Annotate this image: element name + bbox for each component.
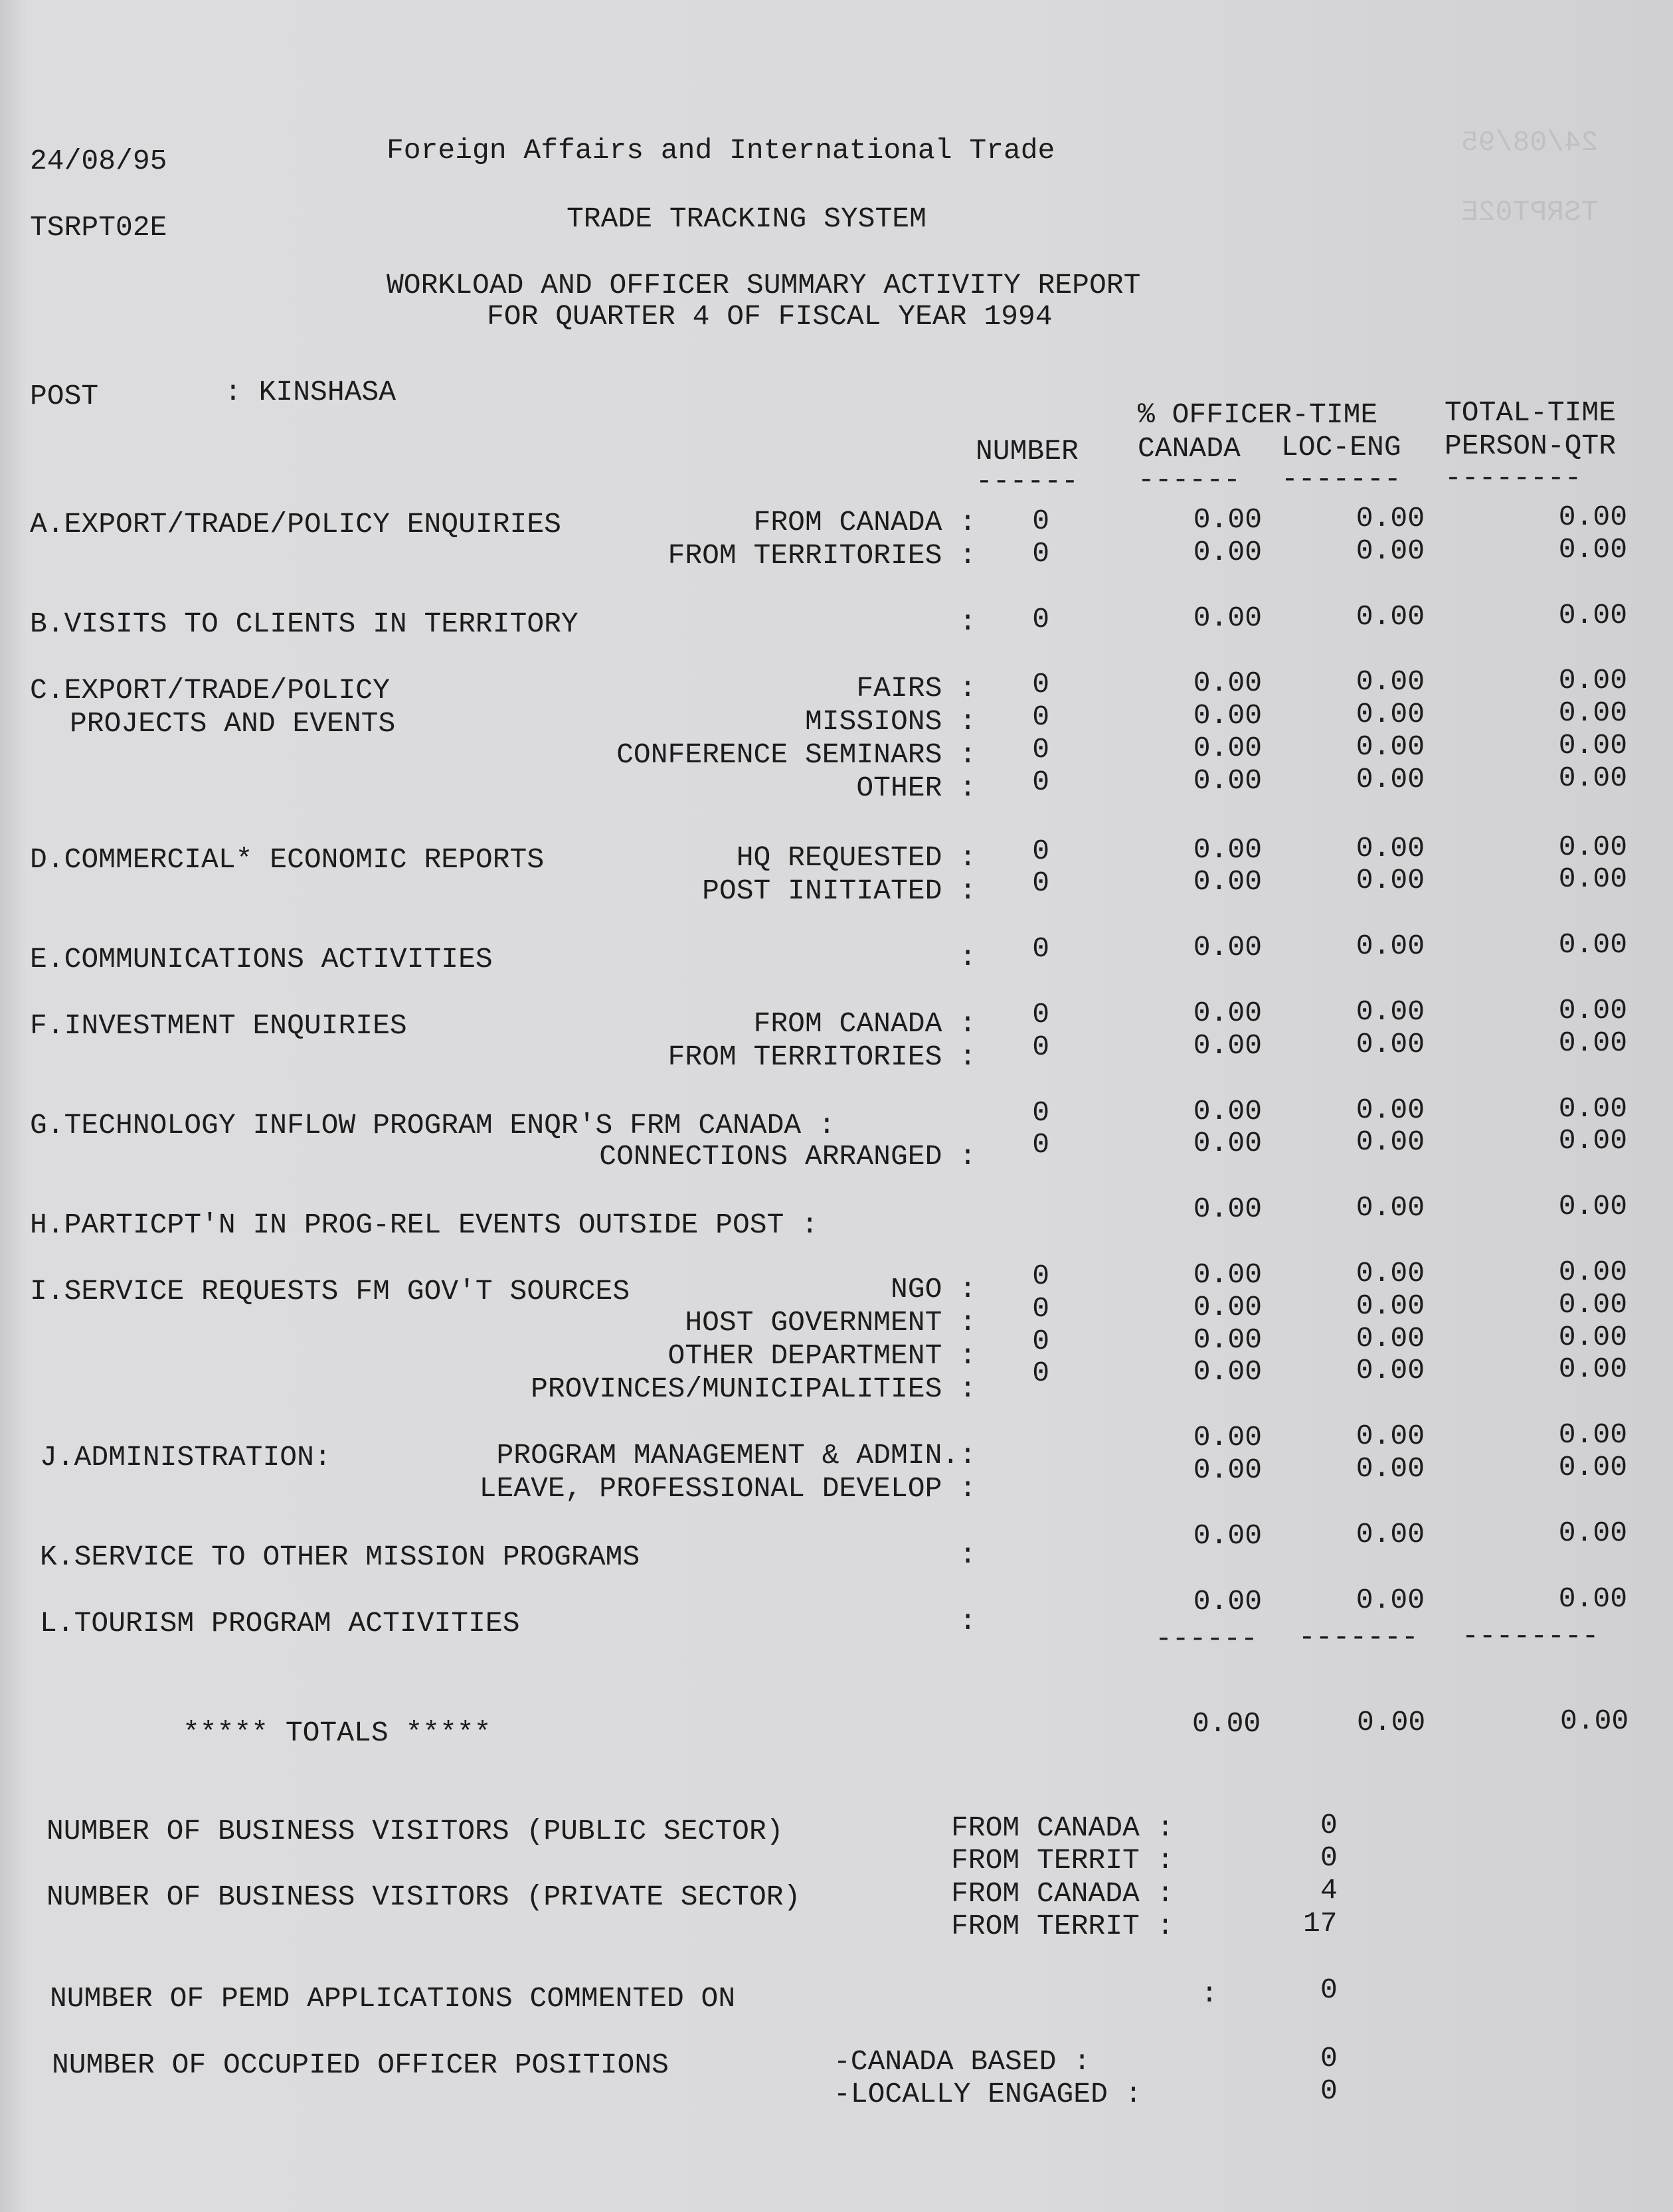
visitors-private-territ-sub: FROM TERRIT :: [951, 1910, 1174, 1942]
row-canada: 0.00: [1193, 1291, 1262, 1323]
row-loc-eng: 0.00: [1356, 1028, 1425, 1061]
visitors-public-canada-value: 0: [1320, 1809, 1338, 1841]
row-sublabel: FROM CANADA :: [753, 1007, 976, 1040]
totals-underline-total: --------: [1462, 1620, 1599, 1652]
row-canada: 0.00: [1193, 1585, 1262, 1618]
post-label: POST: [30, 380, 99, 412]
row-canada: 0.00: [1193, 1323, 1262, 1356]
row-label: I.SERVICE REQUESTS FM GOV'T SOURCES: [30, 1275, 630, 1308]
row-total: 0.00: [1558, 1092, 1627, 1125]
totals-loc-eng: 0.00: [1357, 1706, 1426, 1739]
row-number: 0: [1032, 1292, 1049, 1325]
report-date: 24/08/95: [30, 145, 167, 177]
row-canada: 0.00: [1193, 931, 1262, 964]
row-total: 0.00: [1558, 1353, 1627, 1385]
col-header-pct-officer-time: % OFFICER-TIME: [1138, 398, 1378, 431]
positions-label: NUMBER OF OCCUPIED OFFICER POSITIONS: [52, 2049, 669, 2081]
row-canada: 0.00: [1193, 1127, 1262, 1159]
report-title: WORKLOAD AND OFFICER SUMMARY ACTIVITY REPORT: [387, 269, 1141, 301]
row-total: 0.00: [1558, 1027, 1627, 1059]
row-label: D.COMMERCIAL* ECONOMIC REPORTS: [30, 843, 545, 876]
row-loc-eng: 0.00: [1356, 1452, 1425, 1485]
row-label: L.TOURISM PROGRAM ACTIVITIES: [40, 1607, 520, 1640]
row-number: 0: [1032, 1325, 1049, 1357]
report-code: TSRPT02E: [30, 211, 167, 244]
col-header-total-time: TOTAL-TIME: [1445, 396, 1617, 429]
row-number: 0: [1032, 932, 1049, 965]
visitors-private-territ-value: 17: [1303, 1907, 1338, 1940]
row-loc-eng: 0.00: [1356, 763, 1425, 796]
visitors-private-canada-value: 4: [1320, 1874, 1338, 1907]
row-label: C.EXPORT/TRADE/POLICY: [30, 674, 390, 707]
row-sublabel: POST INITIATED :: [702, 875, 976, 907]
row-total: 0.00: [1558, 1288, 1627, 1321]
row-total: 0.00: [1558, 762, 1627, 794]
row-total: 0.00: [1558, 928, 1627, 961]
row-label: K.SERVICE TO OTHER MISSION PROGRAMS: [40, 1541, 640, 1573]
row-loc-eng: 0.00: [1356, 698, 1425, 730]
row-loc-eng: 0.00: [1356, 502, 1425, 535]
row-loc-eng: 0.00: [1356, 1126, 1425, 1158]
row-sublabel: :: [959, 941, 976, 974]
row-total: 0.00: [1558, 1582, 1627, 1615]
post-value: : KINSHASA: [224, 376, 396, 408]
row-number: 0: [1032, 1260, 1049, 1292]
row-canada: 0.00: [1193, 1421, 1262, 1454]
row-number: 0: [1032, 1128, 1049, 1161]
row-number: 0: [1032, 733, 1049, 766]
visitors-private-label: NUMBER OF BUSINESS VISITORS (PRIVATE SECTOR): [46, 1881, 801, 1913]
row-sublabel: HOST GOVERNMENT :: [685, 1306, 976, 1339]
system-name: TRADE TRACKING SYSTEM: [567, 203, 926, 235]
row-canada: 0.00: [1193, 667, 1262, 699]
report-subtitle: FOR QUARTER 4 OF FISCAL YEAR 1994: [487, 300, 1053, 333]
pemd-colon: :: [1201, 1978, 1218, 2010]
row-label: B.VISITS TO CLIENTS IN TERRITORY: [30, 608, 578, 640]
totals-total: 0.00: [1560, 1705, 1629, 1737]
row-canada: 0.00: [1193, 1193, 1262, 1225]
col-header-person-qtr: PERSON-QTR: [1445, 430, 1617, 462]
row-total: 0.00: [1558, 1256, 1627, 1288]
row-loc-eng: 0.00: [1356, 1584, 1425, 1616]
row-number: 0: [1032, 1031, 1049, 1063]
row-number: 0: [1032, 1357, 1049, 1389]
row-number: 0: [1032, 867, 1049, 899]
row-total: 0.00: [1558, 664, 1627, 697]
row-canada: 0.00: [1193, 732, 1262, 764]
row-canada: 0.00: [1193, 1258, 1262, 1291]
row-loc-eng: 0.00: [1356, 1191, 1425, 1224]
col-underline-number: ------: [976, 465, 1079, 497]
row-total: 0.00: [1558, 1124, 1627, 1157]
row-label: F.INVESTMENT ENQUIRIES: [30, 1009, 407, 1042]
positions-locally-sub: -LOCALLY ENGAGED :: [834, 2078, 1142, 2110]
row-total: 0.00: [1558, 729, 1627, 762]
row-number: 0: [1032, 835, 1049, 867]
row-sublabel: NGO :: [890, 1273, 976, 1306]
row-number: 0: [1032, 603, 1049, 636]
row-loc-eng: 0.00: [1356, 1257, 1425, 1290]
row-loc-eng: 0.00: [1356, 1290, 1425, 1322]
row-sublabel: OTHER DEPARTMENT :: [667, 1339, 976, 1372]
row-loc-eng: 0.00: [1356, 864, 1425, 896]
row-loc-eng: 0.00: [1356, 665, 1425, 698]
row-sublabel: LEAVE, PROFESSIONAL DEVELOP :: [479, 1472, 976, 1505]
row-number: 0: [1032, 701, 1049, 733]
visitors-public-territ-value: 0: [1320, 1841, 1338, 1874]
col-header-canada: CANADA: [1138, 432, 1241, 465]
row-label: G.TECHNOLOGY INFLOW PROGRAM ENQR'S FRM CANADA :: [30, 1109, 836, 1142]
totals-label: ***** TOTALS *****: [183, 1717, 491, 1749]
row-number: 0: [1032, 766, 1049, 798]
row-canada: 0.00: [1193, 503, 1262, 536]
row-number: 0: [1032, 505, 1049, 537]
col-underline-loc-eng: -------: [1281, 463, 1401, 495]
positions-locally-value: 0: [1320, 2075, 1338, 2107]
row-canada: 0.00: [1193, 833, 1262, 866]
row-number: 0: [1032, 668, 1049, 701]
row-loc-eng: 0.00: [1356, 600, 1425, 633]
row-sublabel: :: [959, 606, 976, 638]
row-total: 0.00: [1558, 697, 1627, 729]
row-total: 0.00: [1558, 863, 1627, 895]
row-loc-eng: 0.00: [1356, 535, 1425, 567]
row-sublabel: CONNECTIONS ARRANGED :: [599, 1140, 976, 1173]
row-canada: 0.00: [1193, 536, 1262, 568]
row-loc-eng: 0.00: [1356, 832, 1425, 865]
row-loc-eng: 0.00: [1356, 1354, 1425, 1387]
row-loc-eng: 0.00: [1356, 1094, 1425, 1126]
visitors-public-label: NUMBER OF BUSINESS VISITORS (PUBLIC SECTOR): [46, 1815, 784, 1847]
row-canada: 0.00: [1193, 1355, 1262, 1388]
row-total: 0.00: [1558, 831, 1627, 863]
row-number: 0: [1032, 537, 1049, 570]
row-label: H.PARTICPT'N IN PROG-REL EVENTS OUTSIDE POST :: [30, 1209, 818, 1241]
row-sublabel: PROGRAM MANAGEMENT & ADMIN.:: [496, 1439, 976, 1472]
row-sublabel: OTHER :: [856, 772, 976, 804]
col-header-loc-eng: LOC-ENG: [1281, 431, 1401, 464]
row-canada: 0.00: [1193, 997, 1262, 1029]
row-canada: 0.00: [1193, 1519, 1262, 1552]
row-total: 0.00: [1558, 1517, 1627, 1549]
row-total: 0.00: [1558, 1321, 1627, 1353]
row-total: 0.00: [1558, 994, 1627, 1027]
row-sublabel: FROM CANADA :: [753, 506, 976, 539]
row-loc-eng: 0.00: [1356, 995, 1425, 1028]
department-name: Foreign Affairs and International Trade: [387, 134, 1055, 167]
row-total: 0.00: [1558, 1451, 1627, 1484]
row-total: 0.00: [1558, 599, 1627, 632]
positions-canada-sub: -CANADA BASED :: [834, 2045, 1091, 2078]
row-sublabel: HQ REQUESTED :: [736, 841, 976, 874]
row-loc-eng: 0.00: [1356, 1322, 1425, 1355]
bleed-through-text: 24/08/95: [1461, 126, 1599, 159]
row-sublabel: FROM TERRITORIES :: [667, 539, 976, 572]
col-header-number: NUMBER: [976, 435, 1079, 468]
row-sublabel: FAIRS :: [856, 672, 976, 705]
row-sublabel: CONFERENCE SEMINARS :: [616, 738, 976, 771]
row-canada: 0.00: [1193, 764, 1262, 797]
row-canada: 0.00: [1193, 602, 1262, 634]
row-label: E.COMMUNICATIONS ACTIVITIES: [30, 943, 493, 976]
pemd-label: NUMBER OF PEMD APPLICATIONS COMMENTED ON: [50, 1982, 736, 2015]
visitors-public-canada-sub: FROM CANADA :: [951, 1812, 1174, 1844]
visitors-public-territ-sub: FROM TERRIT :: [951, 1844, 1174, 1877]
col-underline-total: --------: [1445, 462, 1582, 494]
row-loc-eng: 0.00: [1356, 930, 1425, 962]
bleed-through-text: TSRPT02E: [1461, 196, 1599, 228]
row-sublabel: :: [959, 1539, 976, 1571]
row-sublabel: :: [959, 1605, 976, 1638]
row-sublabel: PROVINCES/MUNICIPALITIES :: [531, 1373, 976, 1405]
row-loc-eng: 0.00: [1356, 1518, 1425, 1551]
row-loc-eng: 0.00: [1356, 730, 1425, 763]
row-total: 0.00: [1558, 1418, 1627, 1451]
row-number: 0: [1032, 998, 1049, 1031]
visitors-private-canada-sub: FROM CANADA :: [951, 1877, 1174, 1910]
row-total: 0.00: [1558, 1190, 1627, 1223]
row-sublabel: FROM TERRITORIES :: [667, 1041, 976, 1073]
row-canada: 0.00: [1193, 1029, 1262, 1062]
row-label: PROJECTS AND EVENTS: [70, 707, 396, 740]
row-canada: 0.00: [1193, 1454, 1262, 1486]
positions-canada-value: 0: [1320, 2042, 1338, 2075]
row-loc-eng: 0.00: [1356, 1420, 1425, 1452]
row-number: 0: [1032, 1096, 1049, 1129]
row-total: 0.00: [1558, 533, 1627, 566]
row-total: 0.00: [1558, 501, 1627, 533]
row-label: A.EXPORT/TRADE/POLICY ENQUIRIES: [30, 508, 561, 541]
row-canada: 0.00: [1193, 699, 1262, 732]
row-canada: 0.00: [1193, 865, 1262, 898]
row-sublabel: MISSIONS :: [804, 705, 976, 738]
totals-canada: 0.00: [1192, 1707, 1261, 1740]
pemd-value: 0: [1320, 1974, 1338, 2006]
col-underline-canada: ------: [1138, 464, 1241, 496]
row-label: J.ADMINISTRATION:: [40, 1441, 331, 1474]
row-canada: 0.00: [1193, 1095, 1262, 1128]
totals-underline-loc-eng: -------: [1298, 1621, 1419, 1654]
totals-underline-canada: ------: [1155, 1622, 1258, 1655]
